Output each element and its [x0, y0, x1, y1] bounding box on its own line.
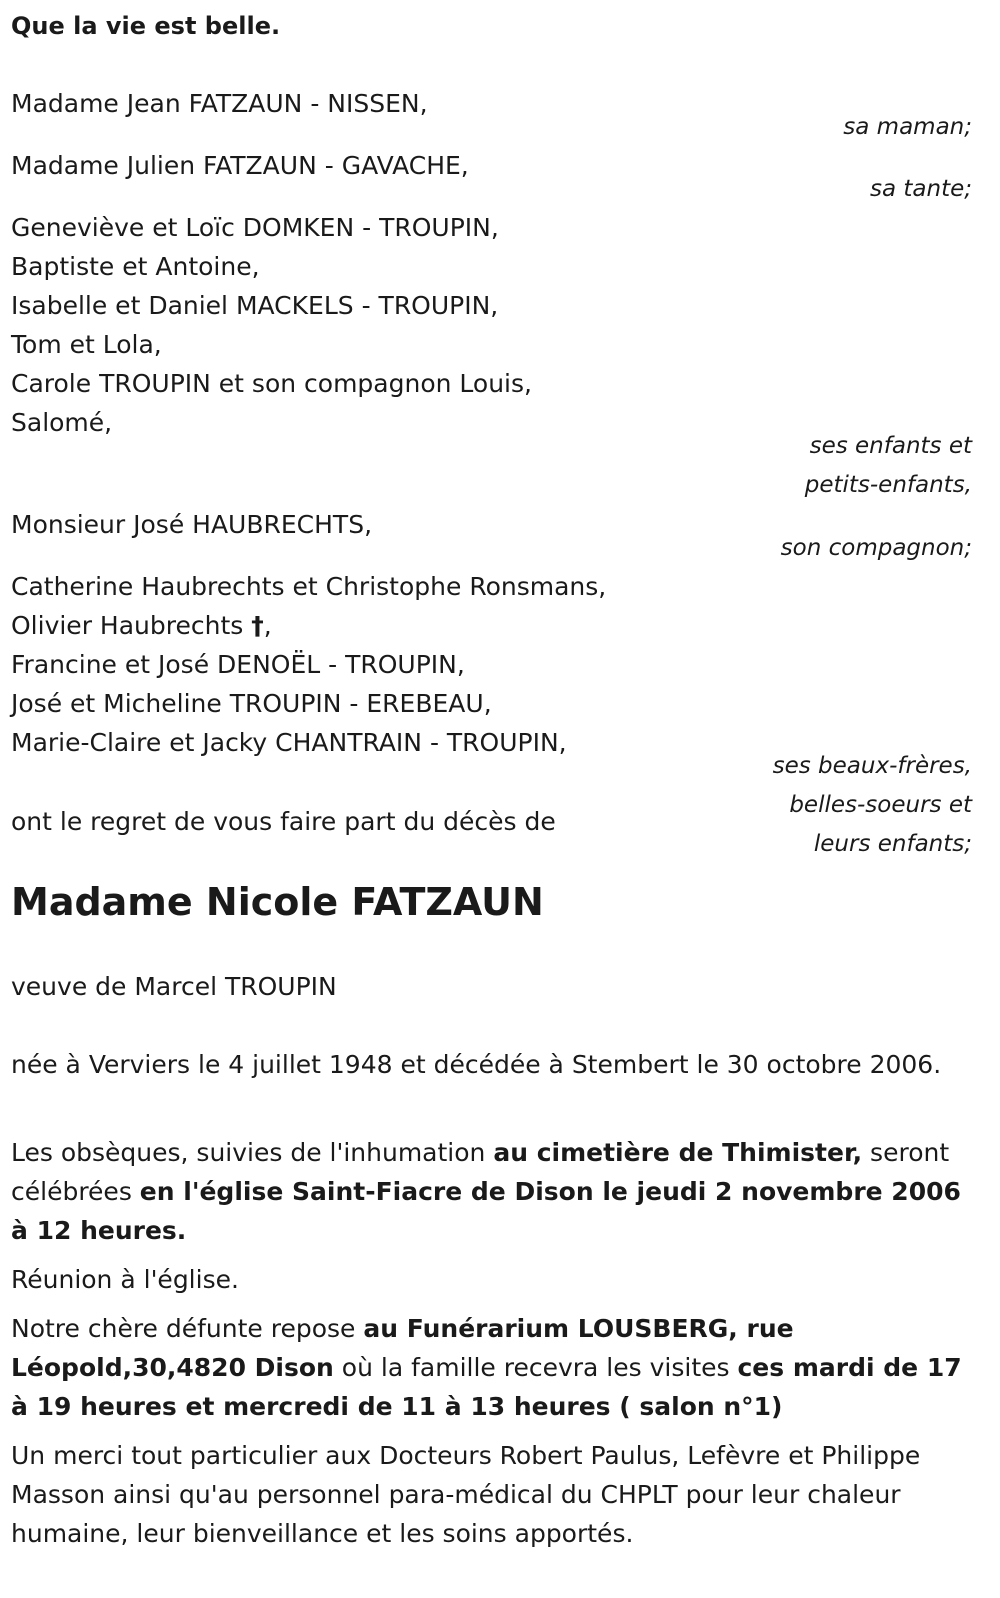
inlaws-role: leurs enfants; — [813, 831, 972, 857]
funerarium-paragraph: Notre chère défunte repose au Funérarium LOUSBERG, rue Léopold,30,4820 Dison où la famille recevra les visites ces mardi de 17 à 19 heures et mercredi de 11 à 13 heures ( salon n°1) — [11, 1314, 962, 1421]
child-line: Isabelle et Daniel MACKELS - TROUPIN, — [11, 291, 499, 320]
thanks-paragraph: Un merci tout particulier aux Docteurs Robert Paulus, Lefèvre et Philippe Masson ainsi qu'au personnel para-médical du CHPLT pour leur chaleur humaine, leur bienveillance et les soins apportés. — [11, 1441, 921, 1548]
child-line: Carole TROUPIN et son compagnon Louis, — [11, 369, 532, 398]
children-role: petits-enfants, — [804, 472, 972, 498]
inlaw-name: Olivier Haubrechts — [11, 611, 244, 640]
aunt-name: Madame Julien FATZAUN - GAVACHE, — [11, 151, 469, 180]
inlaw-line: José et Micheline TROUPIN - EREBEAU, — [11, 689, 492, 718]
funeral-paragraph: Les obsèques, suivies de l'inhumation au cimetière de Thimister, seront célébrées en l'église Saint-Fiacre de Dison le jeudi 2 novembre 2006 à 12 heures. — [11, 1138, 961, 1245]
companion-role: son compagnon; — [780, 535, 972, 561]
inlaw-line: Catherine Haubrechts et Christophe Ronsmans, — [11, 572, 607, 601]
inlaws-role: belles-soeurs et — [789, 792, 972, 818]
inlaw-line: Marie-Claire et Jacky CHANTRAIN - TROUPIN, — [11, 728, 567, 757]
meeting-paragraph: Réunion à l'église. — [11, 1265, 239, 1294]
child-line: Salomé, — [11, 408, 113, 437]
birth-death: née à Verviers le 4 juillet 1948 et décédée à Stembert le 30 octobre 2006. — [11, 1050, 942, 1079]
mother-name: Madame Jean FATZAUN - NISSEN, — [11, 89, 428, 118]
widow-line: veuve de Marcel TROUPIN — [11, 972, 337, 1001]
inlaws-role: ses beaux-frères, — [772, 753, 972, 779]
mother-role: sa maman; — [843, 114, 972, 140]
children-role: ses enfants et — [809, 433, 972, 459]
announcement: ont le regret de vous faire part du décès de — [11, 807, 556, 836]
companion-name: Monsieur José HAUBRECHTS, — [11, 510, 373, 539]
child-line: Tom et Lola, — [11, 330, 162, 359]
deceased-name: Madame Nicole FATZAUN — [11, 880, 544, 924]
motto: Que la vie est belle. — [11, 12, 281, 40]
child-line: Baptiste et Antoine, — [11, 252, 260, 281]
inlaw-line: Francine et José DENOËL - TROUPIN, — [11, 650, 465, 679]
cross-icon: † — [251, 611, 264, 640]
cross-suffix: , — [263, 611, 272, 640]
aunt-role: sa tante; — [870, 176, 972, 202]
child-line: Geneviève et Loïc DOMKEN - TROUPIN, — [11, 213, 499, 242]
inlaw-line — [11, 606, 272, 645]
